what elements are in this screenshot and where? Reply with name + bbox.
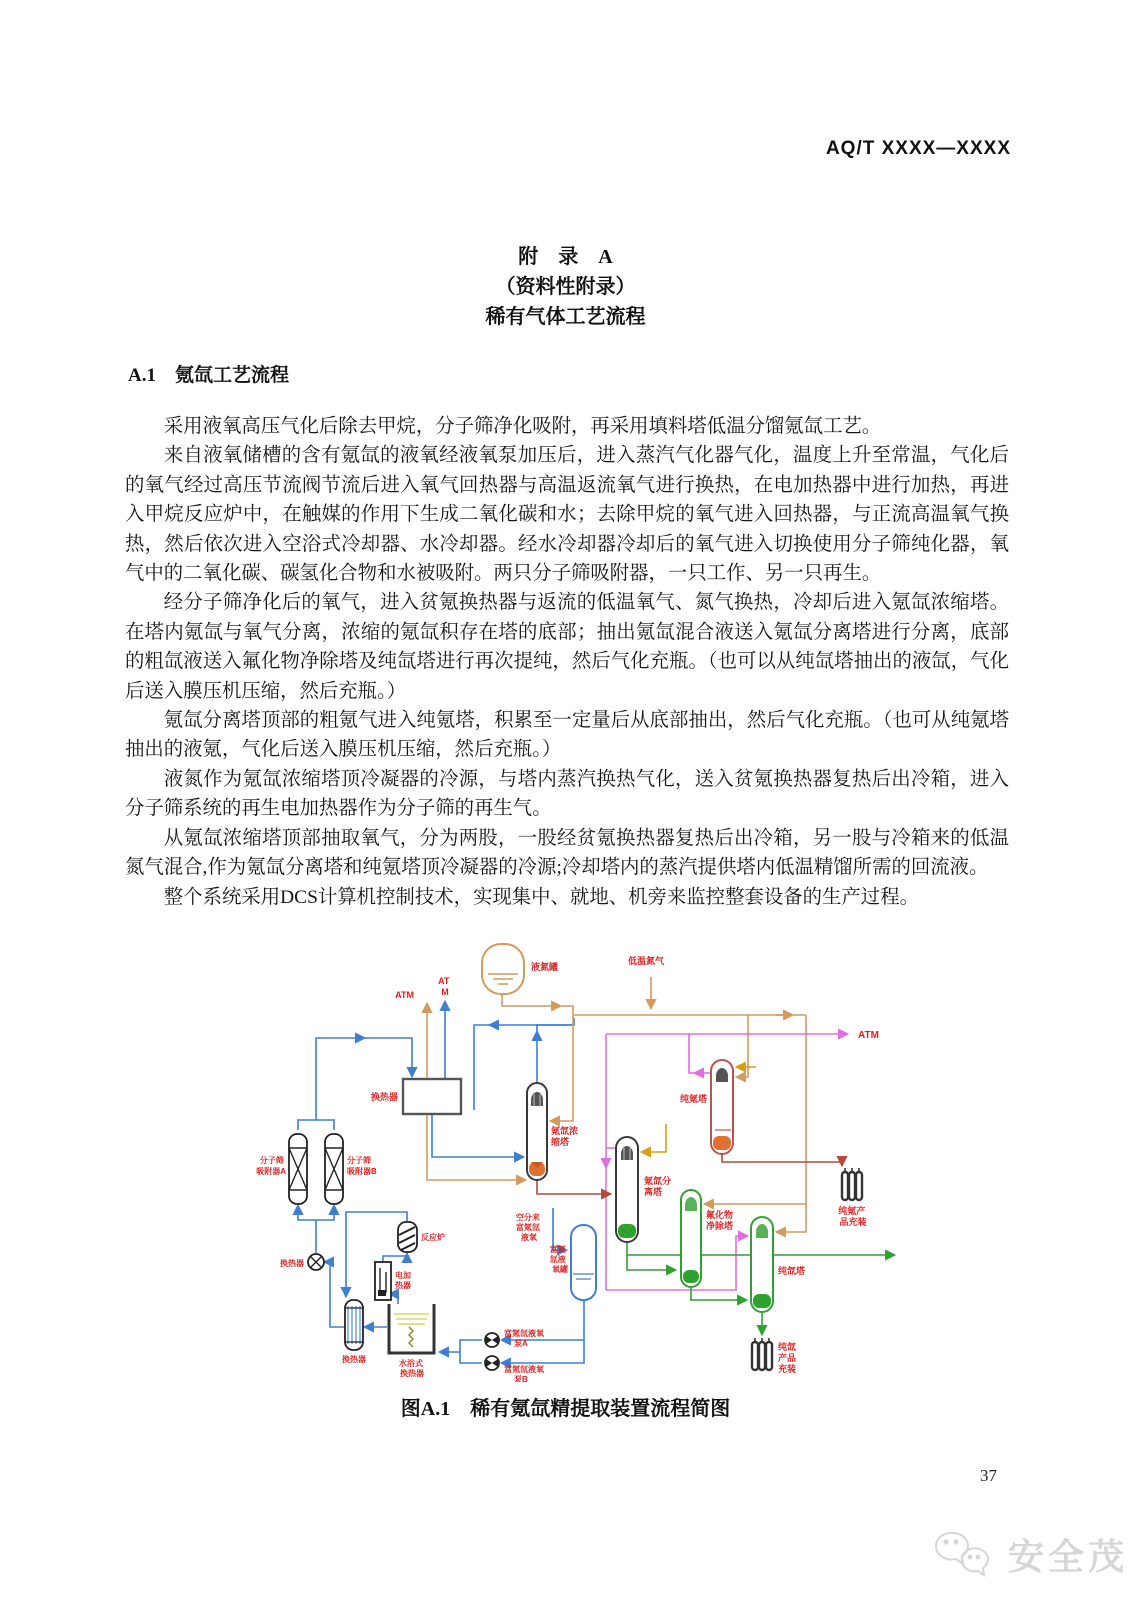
label-reaction-furnace: 反应炉 [421,1233,445,1242]
label-pure-xe-filling: 纯氙 产品 充装 [778,1342,797,1374]
standard-number-header: AQ/T XXXX—XXXX [825,138,1011,159]
pure-xe-product-cylinders [752,1338,772,1370]
appendix-title-block [0,242,1131,332]
pure-xe-column [751,1217,773,1312]
label-ms-adsorber-b: 分子筛 吸附器B [347,1156,377,1176]
figure-caption: 图A.1 稀有氪氙精提取装置流程简图 [400,1398,731,1420]
pure-kr-product-cylinders [842,1168,862,1200]
page-number: 37 [980,1466,997,1485]
lox-pump-a [485,1333,499,1347]
liquid-nitrogen-tank [482,944,524,994]
label-circle-hx: 换热器 [280,1259,304,1268]
circle-heat-exchanger [308,1254,324,1270]
label-plate-hx: 换热器 [370,1092,398,1102]
label-lox-pump-b: 富氪氙液氧 泵B [504,1365,544,1382]
label-ms-adsorber-a: 分子筛 吸附器A [256,1156,286,1176]
watermark [932,1528,1128,1580]
condenser-feed-pipes [642,1067,756,1152]
paragraph-4: 氪氙分离塔顶部的粗氪气进入纯氪塔，积累至一定量后从底部抽出，然后气化充瓶。（也可从纯氪塔抽出的液氪，气化后送入膜压机压缩，然后充瓶。） [125,710,1009,761]
label-atm-blue: AT M [438,976,450,997]
label-liquid-n2-tank: 液氮罐 [531,962,559,972]
appendix-topic: 稀有气体工艺流程 [485,306,646,328]
watermark-text: 安全茂 [1008,1535,1129,1577]
krxe-concentration-column [527,1083,547,1180]
paragraph-6: 从氪氙浓缩塔顶部抽取氧气，分为两股，一股经贫氪换热器复热后出冷箱，另一股与冷箱来的低温氮气混合,作为氪氙分离塔和纯氪塔顶冷凝器的冷源;冷却塔内的蒸汽提供塔内低温精馏所需的回流液。 [125,827,1009,879]
crude-product-pipes [537,1152,842,1194]
electric-heater [375,1262,391,1300]
paragraph-1: 采用液氧高压气化后除去甲烷，分子筛净化吸附，再采用填料塔低温分馏氪氙工艺。 [163,416,882,437]
plate-heat-exchanger [403,1079,461,1114]
water-bath-heat-exchanger [389,1304,434,1353]
molecular-sieve-adsorber-b [325,1134,343,1204]
krxe-rich-lox-tank [571,1225,596,1300]
label-pure-kr-filling: 纯氪产 品充装 [838,1206,867,1227]
label-pure-kr-column: 纯氪塔 [679,1094,707,1104]
appendix-subtitle: （资料性附录） [495,276,636,298]
label-krxe-lox-tank: 富氪 氙液 氧罐 [549,1245,568,1274]
paragraph-5: 液氮作为氪氙浓缩塔顶冷凝器的冷源，与塔内蒸汽换热气化，送入贫氪换热器复热后出冷箱，进入分子筛系统的再生电加热器作为分子筛的再生气。 [125,768,1009,820]
label-atm-right: ATM [858,1030,879,1041]
label-water-bath-hx: 水浴式 换热器 [398,1359,424,1378]
label-krxe-conc-column: 氪氙浓 缩塔 [551,1126,579,1147]
section-heading: A.1 氪氙工艺流程 [128,365,289,386]
fluoride-removal-column [681,1190,701,1287]
label-atm-orange: ATM [395,990,414,1000]
body-text [125,412,1009,912]
appendix-title: 附 录 A [518,246,613,268]
shell-tube-heat-exchanger [345,1300,363,1350]
wechat-bubbles-icon [932,1528,998,1580]
paragraph-3: 经分子筛净化后的氧气，进入贫氪换热器与返流的低温氧气、氮气换热，冷却后进入氪氙浓缩塔。在塔内氪氙与氧气分离，浓缩的氪氙积存在塔的底部；抽出氪氙混合液送入氪氙分离塔进行分离，底部的粗氙液送入氟化物净除塔及纯氙塔进行再次提纯，然后气化充瓶。（也可以从纯氙塔抽出的液氙，气化后送入膜压机压缩，然后充瓶。） [125,592,1009,702]
molecular-sieve-adsorber-a [289,1134,307,1204]
label-from-asu: 空分来 富氪氙 液氧 [515,1213,540,1242]
krxe-separation-column [616,1137,638,1242]
label-shell-hx: 换热器 [342,1355,366,1364]
paragraph-2: 来自液氧储槽的含有氪氙的液氧经液氧泵加压后，进入蒸汽气化器气化，温度上升至常温，气化后的氧气经过高压节流阀节流后进入氧气回热器与高温返流氧气进行换热，在电加热器中进行加热，再进入甲烷反应炉中，在触媒的作用下生成二氧化碳和水；去除甲烷的氧气进入回热器，与正流高温氧气换热，然后依次进入空浴式冷却器、水冷却器。经水冷却器冷却后的氧气进入切换使用分子筛纯化器，氧气中的二氧化碳、碳氢化合物和水被吸附。两只分子筛吸附器，一只工作、另一只再生。 [125,445,1009,585]
process-flow-svg [246,922,906,1382]
label-pure-xe-column: 纯氙塔 [778,1266,806,1276]
label-krxe-sep-column: 氪氙分 离塔 [644,1176,672,1197]
paragraph-7: 整个系统采用DCS计算机控制技术，实现集中、就地、机旁来监控整套设备的生产过程。 [163,886,919,908]
label-electric-heater: 电加 热器 [395,1271,411,1290]
pipe-network [298,977,894,1363]
label-fluoride-removal-column: 氟化物 净除塔 [706,1210,734,1231]
lox-pump-b [485,1356,499,1370]
label-lox-pump-a: 富氪氙液氧 泵A [504,1329,544,1348]
pure-kr-column [711,1060,733,1154]
reaction-furnace [398,1222,417,1252]
label-low-temp-n2: 低温氮气 [628,956,665,966]
process-flow-diagram [246,922,906,1382]
